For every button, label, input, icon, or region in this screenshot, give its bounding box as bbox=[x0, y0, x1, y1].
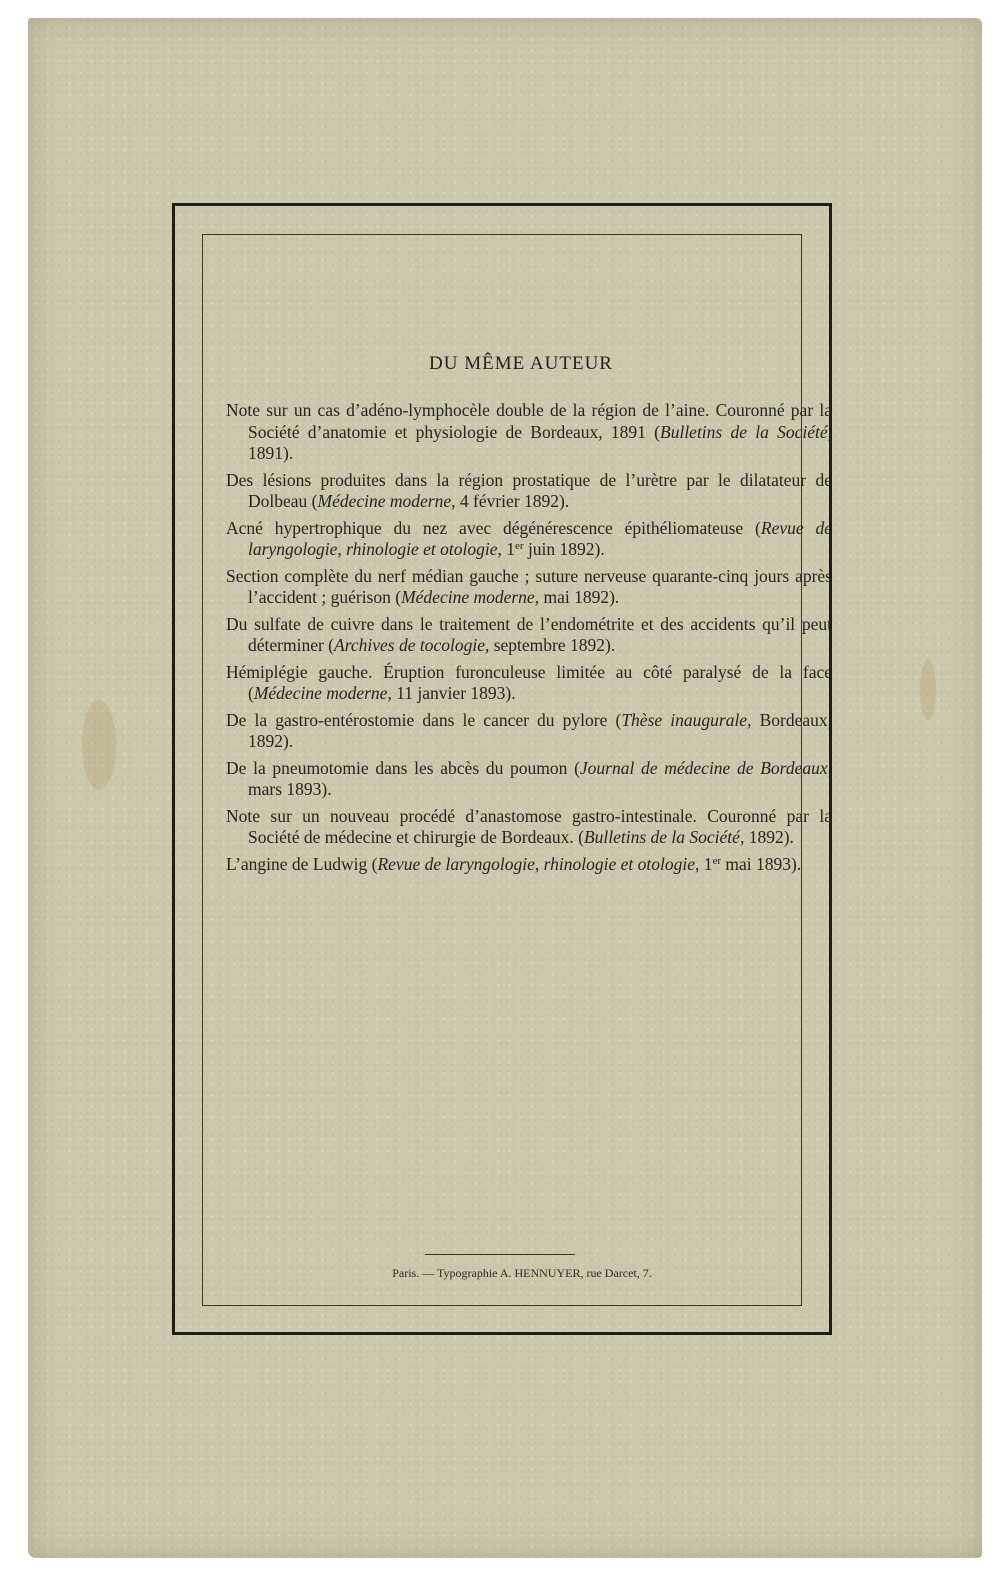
publication-entry: De la pneumotomie dans les abcès du poumon (Journal de médecine de Bordeaux, mars 1893). bbox=[226, 757, 832, 799]
paper-stain bbox=[82, 700, 116, 790]
publication-entry: L’angine de Ludwig (Revue de laryngologie, rhinologie et otologie, 1er mai 1893). bbox=[226, 853, 802, 874]
publication-entry: De la gastro-entérostomie dans le cancer du pylore (Thèse inaugurale, Bordeaux, 1892). bbox=[226, 709, 832, 751]
publication-entry: Du sulfate de cuivre dans le traitement de l’endométrite et des accidents qu’il peut déterminer (Archives de tocologie, septembre 1892). bbox=[226, 613, 832, 655]
paper-stain bbox=[920, 660, 936, 720]
imprint-rule bbox=[425, 1254, 575, 1255]
page-heading: DU MÊME AUTEUR bbox=[429, 353, 613, 374]
publication-entry: Des lésions produites dans la région prostatique de l’urètre par le dilatateur de Dolbeau (Médecine moderne, 4 février 1892). bbox=[226, 469, 832, 511]
printer-imprint: Paris. — Typographie A. HENNUYER, rue Darcet, 7. bbox=[392, 1266, 652, 1280]
publication-list bbox=[226, 400, 832, 880]
publication-entry: Note sur un nouveau procédé d’anastomose gastro-intestinale. Couronné par la Société de médecine et chirurgie de Bordeaux. (Bulletins de la Société, 1892). bbox=[226, 805, 832, 847]
publication-entry: Note sur un cas d’adéno-lymphocèle double de la région de l’aine. Couronné par la Société d’anatomie et physiologie de Bordeaux, 1891 (Bulletins de la Société, 1891). bbox=[226, 400, 833, 463]
publication-entry: Section complète du nerf médian gauche ; suture nerveuse quarante-cinq jours après l’accident ; guérison (Médecine moderne, mai 1892). bbox=[226, 565, 832, 607]
publication-entry: Hémiplégie gauche. Éruption furonculeuse limitée au côté paralysé de la face (Médecine moderne, 11 janvier 1893). bbox=[226, 661, 832, 703]
publication-entry: Acné hypertrophique du nez avec dégénérescence épithéliomateuse (Revue de laryngologie, rhinologie et otologie, 1er juin 1892). bbox=[226, 517, 832, 559]
